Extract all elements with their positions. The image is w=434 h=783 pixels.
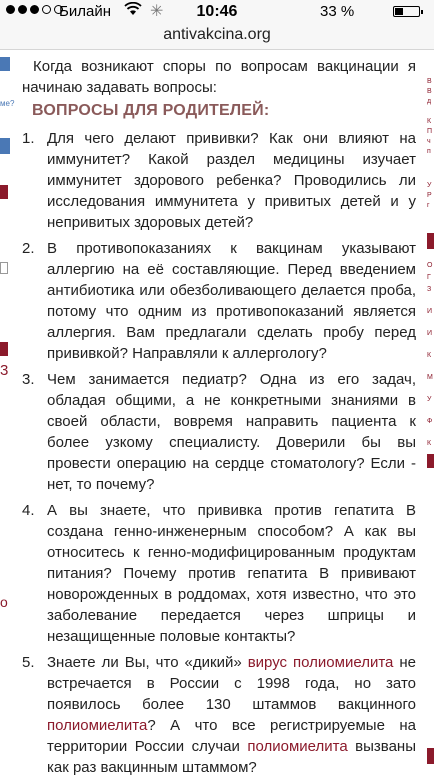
left-blue-marker xyxy=(0,57,10,71)
url-bar[interactable] xyxy=(0,22,434,50)
right-fragment: п xyxy=(427,148,431,155)
left-red-marker xyxy=(0,185,8,199)
question-number: 5. xyxy=(22,654,35,671)
article-content xyxy=(22,50,416,783)
carrier-name: Билайн xyxy=(59,3,111,20)
question-number: 3. xyxy=(22,371,35,388)
section-title: ВОПРОСЫ ДЛЯ РОДИТЕЛЕЙ: xyxy=(32,102,270,119)
right-fragment: З xyxy=(427,286,432,293)
list-item xyxy=(22,238,416,364)
question-text: Чем занимается педиатр? Одна из его задач, обладая общими, а не конкретными знаниями в своей области, вовремя направить пациента к более узкому специалисту. Доверили бы вы провести операцию на сердце стоматологу? Если - нет, то почему? xyxy=(47,371,416,493)
right-fragment: П xyxy=(427,128,433,135)
question-text: В противопоказаниях к вакцинам указывают аллергию на её составляющие. Перед введением антибиотика или обезболивающего делается проба, потому что одним из противопоказаний является аллергия. Вам предлагали сделать пробу перед прививкой? Направляли к аллергологу? xyxy=(47,240,416,362)
url-text[interactable]: antivakcina.org xyxy=(163,26,271,43)
right-fragment: И xyxy=(427,330,433,337)
right-fragment: г xyxy=(427,202,430,209)
question-text: Для чего делают прививки? Как они влияют на иммунитет? Какой раздел медицины изучает иммунитет здорового ребенка? Проводились ли исследования иммунитета у привитых детей и у непривитых здоровых детей? xyxy=(47,130,416,231)
left-page-edge xyxy=(0,50,14,770)
question-text-part: Знаете ли Вы, что «дикий» xyxy=(47,654,248,671)
question-text: А вы знаете, что прививка против гепатита В создана генно-инженерным способом? А как вы относитесь к генно-модифицированным продуктам питания? Почему против гепатита В прививают новорожденных в роддомах, хотя известно, что это заболевание передается через шприцы и незащищенные половые контакты? xyxy=(47,502,416,645)
polio-link[interactable]: полиомиелита xyxy=(247,738,348,755)
list-item xyxy=(22,369,416,495)
right-fragment: ч xyxy=(427,138,431,145)
question-number: 4. xyxy=(22,502,35,519)
list-item xyxy=(22,652,416,778)
right-fragment: У xyxy=(427,396,432,403)
right-red-marker xyxy=(427,233,434,249)
question-text-part: не встречается в России с 1998 года, но зато появилось более 130 штаммов вакцинного xyxy=(47,654,417,713)
right-red-marker xyxy=(427,748,434,764)
right-fragment: д xyxy=(427,98,432,105)
right-fragment: В xyxy=(427,88,432,95)
left-fragment: 3 xyxy=(0,362,9,379)
clock: 10:46 xyxy=(196,3,238,20)
right-fragment: В xyxy=(427,78,432,85)
right-fragment: К xyxy=(427,352,432,359)
right-fragment: К xyxy=(427,118,432,125)
polio-link[interactable]: полиомиелита xyxy=(47,717,148,734)
right-red-marker xyxy=(427,454,434,468)
right-fragment: Р xyxy=(427,192,432,199)
left-red-marker xyxy=(0,342,8,356)
question-text-part: вызваны как раз вакцинным штаммом? xyxy=(47,738,416,776)
left-box-marker xyxy=(0,262,8,274)
question-text xyxy=(47,652,416,778)
article-intro: Когда возникают споры по вопросам вакцинации я начинаю задавать вопросы: xyxy=(22,58,416,96)
right-fragment: О xyxy=(427,262,433,269)
question-text-part: ? А что все регистрируемые на территории России случаи xyxy=(47,717,416,755)
right-fragment: К xyxy=(427,440,432,447)
right-fragment: У xyxy=(427,182,432,189)
left-blue-marker xyxy=(0,138,10,154)
questions-list xyxy=(22,128,416,778)
right-fragment: И xyxy=(427,308,433,315)
activity-spinner-icon: ✳ xyxy=(150,3,164,20)
list-item xyxy=(22,500,416,647)
polio-virus-link[interactable]: вирус полиомиелита xyxy=(247,654,394,671)
battery-percent: 33 % xyxy=(320,3,355,20)
list-item xyxy=(22,128,416,233)
question-number: 2. xyxy=(22,240,35,257)
status-bar xyxy=(0,0,434,22)
battery-icon xyxy=(393,6,420,17)
right-fragment: Ф xyxy=(427,418,433,425)
question-number: 1. xyxy=(22,130,35,147)
left-fragment: ме? xyxy=(0,99,15,108)
left-fragment: о xyxy=(0,594,8,610)
right-sidebar-edge xyxy=(425,50,434,770)
right-fragment: М xyxy=(427,374,433,381)
right-fragment: Г xyxy=(427,274,431,281)
